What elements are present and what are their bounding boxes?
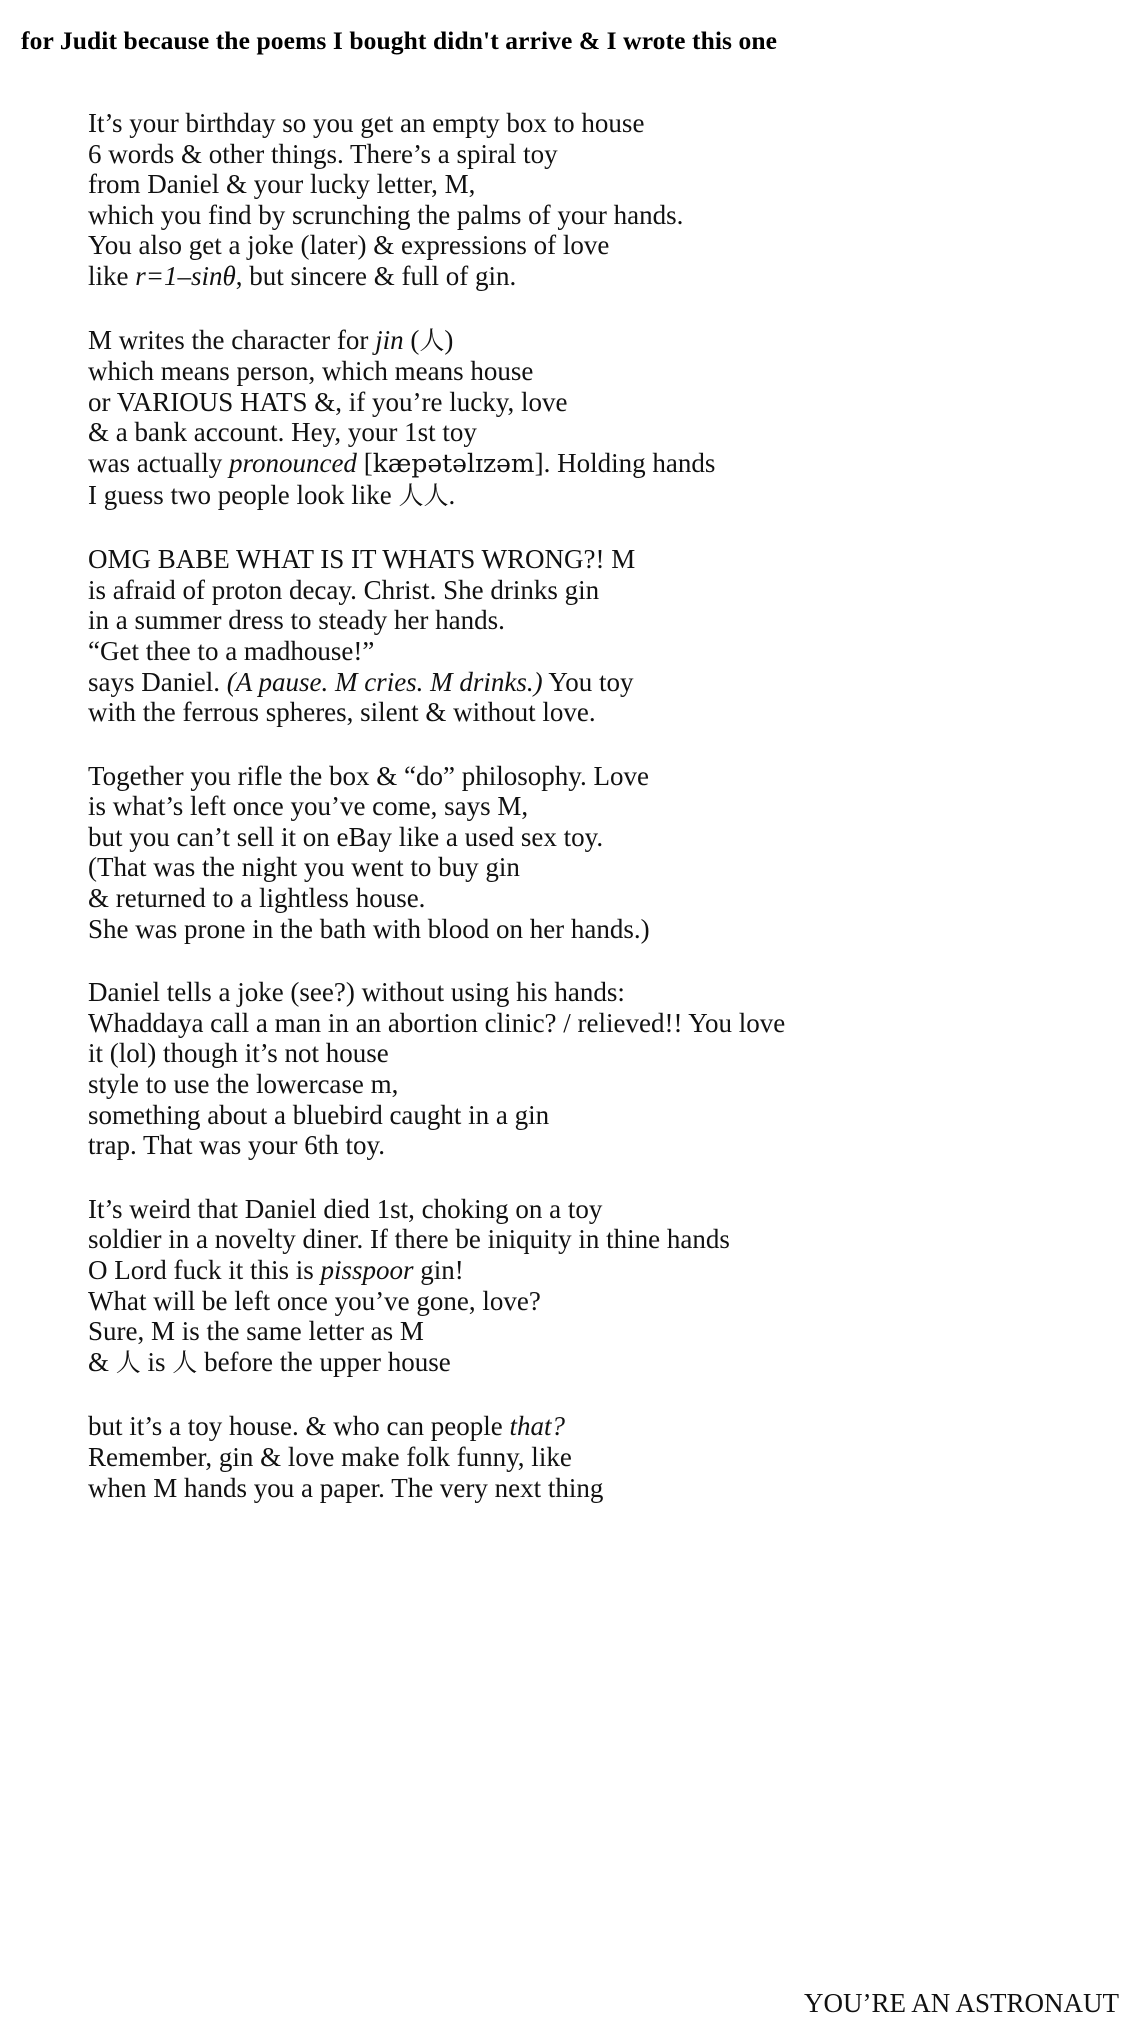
italic-text: that? [509, 1411, 565, 1442]
cjk-character: 人 [115, 1347, 141, 1377]
poem-line [88, 791, 1108, 822]
poem-line [88, 1224, 1108, 1255]
text-run: & returned to a lightless house. [88, 883, 426, 914]
poem-line [88, 697, 1108, 728]
text-run: (That was the night you went to buy gin [88, 852, 520, 883]
stanza [88, 1194, 1108, 1379]
stanza [88, 325, 1108, 512]
poem-line [88, 544, 1108, 575]
text-run: with the ferrous spheres, silent & without love. [88, 697, 596, 728]
poem-line [88, 230, 1108, 261]
poem-line [88, 1255, 1108, 1286]
poem-line [88, 417, 1108, 448]
italic-text: pronounced [228, 447, 357, 478]
poem-line [88, 200, 1108, 231]
text-run: is afraid of proton decay. Christ. She drinks gin [88, 574, 600, 605]
stanza [88, 977, 1108, 1161]
poem-line [88, 822, 1108, 853]
italic-text: pisspoor [320, 1255, 414, 1285]
poem-line [88, 1286, 1108, 1317]
text-run: style to use the lowercase m, [88, 1069, 399, 1100]
text-run: gin! [413, 1255, 464, 1285]
poem-line [88, 1194, 1108, 1225]
text-run: & a bank account. Hey, your 1st toy [88, 417, 477, 448]
stanza [88, 544, 1108, 728]
text-run: She was prone in the bath with blood on her hands.) [88, 913, 650, 944]
text-run: Remember, gin & love make folk funny, like [88, 1441, 572, 1472]
poem-line [88, 605, 1108, 636]
poem-line [88, 1038, 1108, 1069]
text-run: like [88, 260, 136, 291]
poem-line [88, 1411, 1108, 1442]
text-run: , but sincere & full of gin. [235, 260, 517, 291]
text-run: What will be left once you’ve gone, love? [88, 1285, 541, 1316]
text-run: is what’s left once you’ve come, says M, [88, 791, 529, 822]
stanza [88, 761, 1108, 945]
poem-line [88, 977, 1108, 1008]
poem-line [88, 667, 1108, 698]
poem-line [88, 1069, 1108, 1100]
poem-line [88, 169, 1108, 200]
text-run: I guess two people look like [88, 479, 399, 510]
closing-line: YOU’RE AN ASTRONAUT [803, 1988, 1119, 2019]
poem-line [88, 852, 1108, 883]
text-run: but it’s a toy house. & who can people [88, 1411, 510, 1442]
text-run: was actually [88, 447, 229, 478]
poem-line [88, 1130, 1108, 1161]
poem-line [88, 325, 1108, 357]
poem-line [88, 387, 1108, 418]
text-run: Daniel tells a joke (see?) without using his hands: [88, 977, 625, 1008]
cjk-character: 人 [419, 325, 445, 355]
text-run: soldier in a novelty diner. If there be iniquity in thine hands [88, 1224, 730, 1255]
poem-line [88, 1008, 1108, 1039]
poem-line [88, 575, 1108, 606]
text-run: . [448, 479, 456, 510]
text-run: from Daniel & your lucky letter, M, [88, 169, 476, 200]
poem-line [88, 1442, 1108, 1473]
text-run: in a summer dress to steady her hands. [88, 605, 505, 636]
text-run: trap. That was your 6th toy. [88, 1130, 385, 1161]
text-run: O Lord fuck it this is [88, 1255, 321, 1285]
poem-line [88, 108, 1108, 139]
poem-line [88, 914, 1108, 945]
stanza [88, 1411, 1108, 1503]
text-run: Whaddaya call a man in an abortion clinic? / relieved!! You love [88, 1007, 786, 1038]
poem-line [88, 448, 1108, 480]
poem-line [88, 1316, 1108, 1347]
poem-line [88, 761, 1108, 792]
poem-line [88, 139, 1108, 170]
text-run: It’s your birthday so you get an empty box to house [88, 108, 645, 138]
cjk-character: 人人 [398, 480, 449, 510]
text-run: 6 words & other things. There’s a spiral toy [88, 138, 558, 169]
text-run: it (lol) though it’s not house [88, 1038, 389, 1069]
text-run: “Get thee to a madhouse!” [88, 635, 375, 666]
ipa-transcription: kæpətəlɪzəm [372, 448, 535, 478]
text-run: before the upper house [197, 1346, 451, 1377]
text-run: when M hands you a paper. The very next thing [88, 1472, 604, 1503]
poem-line [88, 636, 1108, 667]
page-title: for Judit because the poems I bought didn't arrive & I wrote this one [21, 26, 778, 55]
poem-line [88, 1473, 1108, 1504]
poem-line [88, 356, 1108, 387]
poem-body [88, 108, 1108, 1536]
poem-line [88, 1100, 1108, 1131]
poem-line [88, 261, 1108, 292]
text-run: OMG BABE WHAT IS IT WHATS WRONG?! M [88, 544, 636, 575]
text-run: something about a bluebird caught in a gin [88, 1099, 550, 1130]
text-run: which you find by scrunching the palms of your hands. [88, 199, 684, 230]
poem-line [88, 1347, 1108, 1379]
text-run: or VARIOUS HATS &, if you’re lucky, love [88, 386, 568, 417]
text-run: You toy [542, 666, 634, 697]
text-run: M writes the character for [88, 324, 376, 355]
stanza [88, 108, 1108, 292]
text-run: ) [444, 324, 454, 355]
italic-text: jin [375, 324, 404, 355]
poem-line [88, 480, 1108, 512]
text-run: & [88, 1346, 116, 1377]
poem-line [88, 883, 1108, 914]
text-run: [ [356, 447, 373, 478]
text-run: ( [403, 324, 420, 355]
text-run: It’s weird that Daniel died 1st, choking on a toy [88, 1193, 603, 1224]
text-run: but you can’t sell it on eBay like a used sex toy. [88, 821, 604, 852]
italic-text: (A pause. M cries. M drinks.) [226, 666, 543, 697]
text-run: is [140, 1346, 173, 1377]
cjk-character: 人 [172, 1347, 198, 1377]
italic-text: r=1–sinθ [135, 260, 236, 291]
text-run: says Daniel. [88, 666, 227, 697]
text-run: You also get a joke (later) & expressions of love [88, 230, 610, 261]
text-run: ]. Holding hands [534, 447, 716, 478]
text-run: Together you rifle the box & “do” philosophy. Love [88, 760, 649, 791]
text-run: Sure, M is the same letter as M [88, 1316, 424, 1347]
text-run: which means person, which means house [88, 356, 534, 387]
